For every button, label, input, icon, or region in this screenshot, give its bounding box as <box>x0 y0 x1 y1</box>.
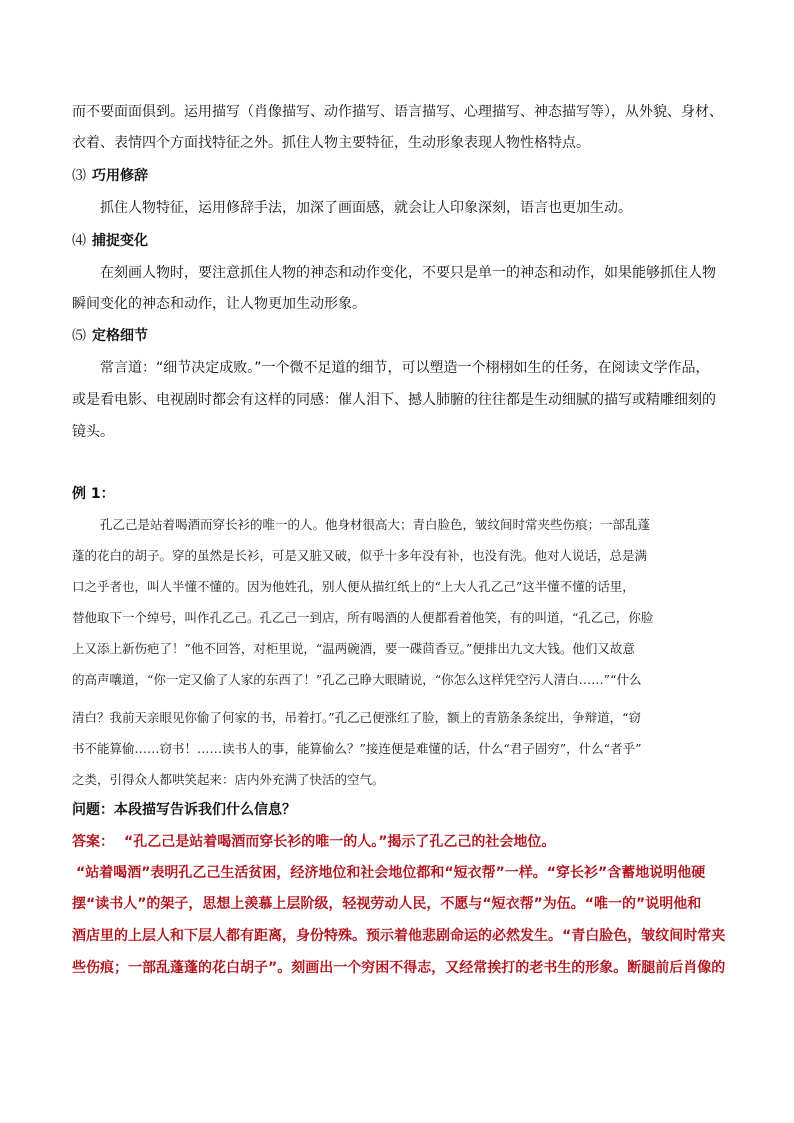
passage-line: 之类，引得众人都哄笑起来：店内外充满了快活的空气。 <box>72 772 385 787</box>
passage-line: 上又添上新伤疤了！”他不回答，对柜里说，“温两碗酒，要一碟茴香豆。”便排出九文大钱。他们又故意 <box>72 641 635 656</box>
section-4-number: ⑷ <box>72 233 86 249</box>
section-3-number: ⑶ <box>72 168 86 184</box>
answer-line: 摆“读书人”的架子，思想上羡慕上层阶级，轻视劳动人民，不愿与“短衣帮”为伍。“唯一的”说明他和 <box>72 896 702 912</box>
section-5-line-2: 或是看电影、电视剧时都会有这样的同感：催人泪下、撼人肺腑的往往都是生动细腻的描写或精雕细刻的 <box>72 392 716 408</box>
passage-line: 书不能算偷……窃书！……读书人的事，能算偷么？”接连便是难懂的话，什么“君子固穷”，什么“者乎” <box>72 741 642 756</box>
intro-line-2: 衣着、表情四个方面找特征之外。抓住人物主要特征，生动形象表现人物性格特点。 <box>72 135 590 151</box>
passage-line: 的高声嚷道，“你一定又偷了人家的东西了！”孔乙己睁大眼睛说，“你怎么这样凭空污人清白……”“什么 <box>72 672 642 687</box>
answer-summary: “孔乙己是站着喝酒而穿长衫的唯一的人。”揭示了孔乙己的社会地位。 <box>124 834 556 850</box>
answer-first-line <box>72 832 724 852</box>
section-5-number: ⑸ <box>72 328 86 344</box>
passage-line: 口之乎者也，叫人半懂不懂的。因为他姓孔，别人便从描红纸上的“上大人孔乙己”这半懂不懂的话里， <box>72 579 635 594</box>
passage-line: 替他取下一个绰号，叫作孔乙己。孔乙己一到店，所有喝酒的人便都看着他笑，有的叫道，“孔乙己，你脸 <box>72 610 654 625</box>
section-5-line-3: 镜头。 <box>72 424 114 440</box>
answer-line: 酒店里的上层人和下层人都有距离，身份特殊。预示着他悲剧命运的必然发生。“青白脸色，皱纹间时常夹 <box>72 928 726 944</box>
example-title: 例 1： <box>72 486 115 502</box>
section-4-line-2: 瞬间变化的神态和动作，让人物更加生动形象。 <box>72 296 366 312</box>
answer-label: 答案： <box>72 834 114 850</box>
passage-line: 蓬的花白的胡子。穿的虽然是长衫，可是又脏又破，似乎十多年没有补，也没有洗。他对人说话，总是满 <box>72 548 648 563</box>
section-3-heading <box>72 166 724 186</box>
section-5-title: 定格细节 <box>92 328 148 344</box>
question-text: 问题：本段描写告诉我们什么信息？ <box>72 802 296 818</box>
section-4-line-1: 在刻画人物时，要注意抓住人物的神态和动作变化，不要只是单一的神态和动作，如果能够抓住人物 <box>100 265 716 281</box>
passage-line: 孔乙己是站着喝酒而穿长衫的唯一的人。他身材很高大；青白脸色，皱纹间时常夹些伤痕；一部乱蓬 <box>100 517 651 532</box>
answer-line: 些伤痕；一部乱蓬蓬的花白胡子”。刻画出一个穷困不得志，又经常挨打的老书生的形象。断腿前后肖像的 <box>72 960 726 976</box>
section-4-title: 捕捉变化 <box>92 233 148 249</box>
section-5-heading <box>72 326 724 346</box>
section-3-title: 巧用修辞 <box>92 168 148 184</box>
section-3-line-1: 抓住人物特征，运用修辞手法，加深了画面感，就会让人印象深刻，语言也更加生动。 <box>100 200 632 216</box>
section-5-line-1: 常言道：“细节决定成败。”一个微不足道的细节，可以塑造一个栩栩如生的任务，在阅读文学作品， <box>100 360 710 376</box>
intro-line-1: 而不要面面俱到。运用描写（肖像描写、动作描写、语言描写、心理描写、神态描写等），从外貌、身材、 <box>72 104 723 120</box>
passage-line: 清白？我前天亲眼见你偷了何家的书，吊着打。”孔乙己便涨红了脸，额上的青筋条条绽出，争辩道，“窃 <box>72 710 642 725</box>
section-4-heading <box>72 231 724 251</box>
answer-line: “站着喝酒”表明孔乙己生活贫困，经济地位和社会地位都和“短衣帮”一样。“穿长衫”含蓄地说明他硬 <box>76 865 706 881</box>
